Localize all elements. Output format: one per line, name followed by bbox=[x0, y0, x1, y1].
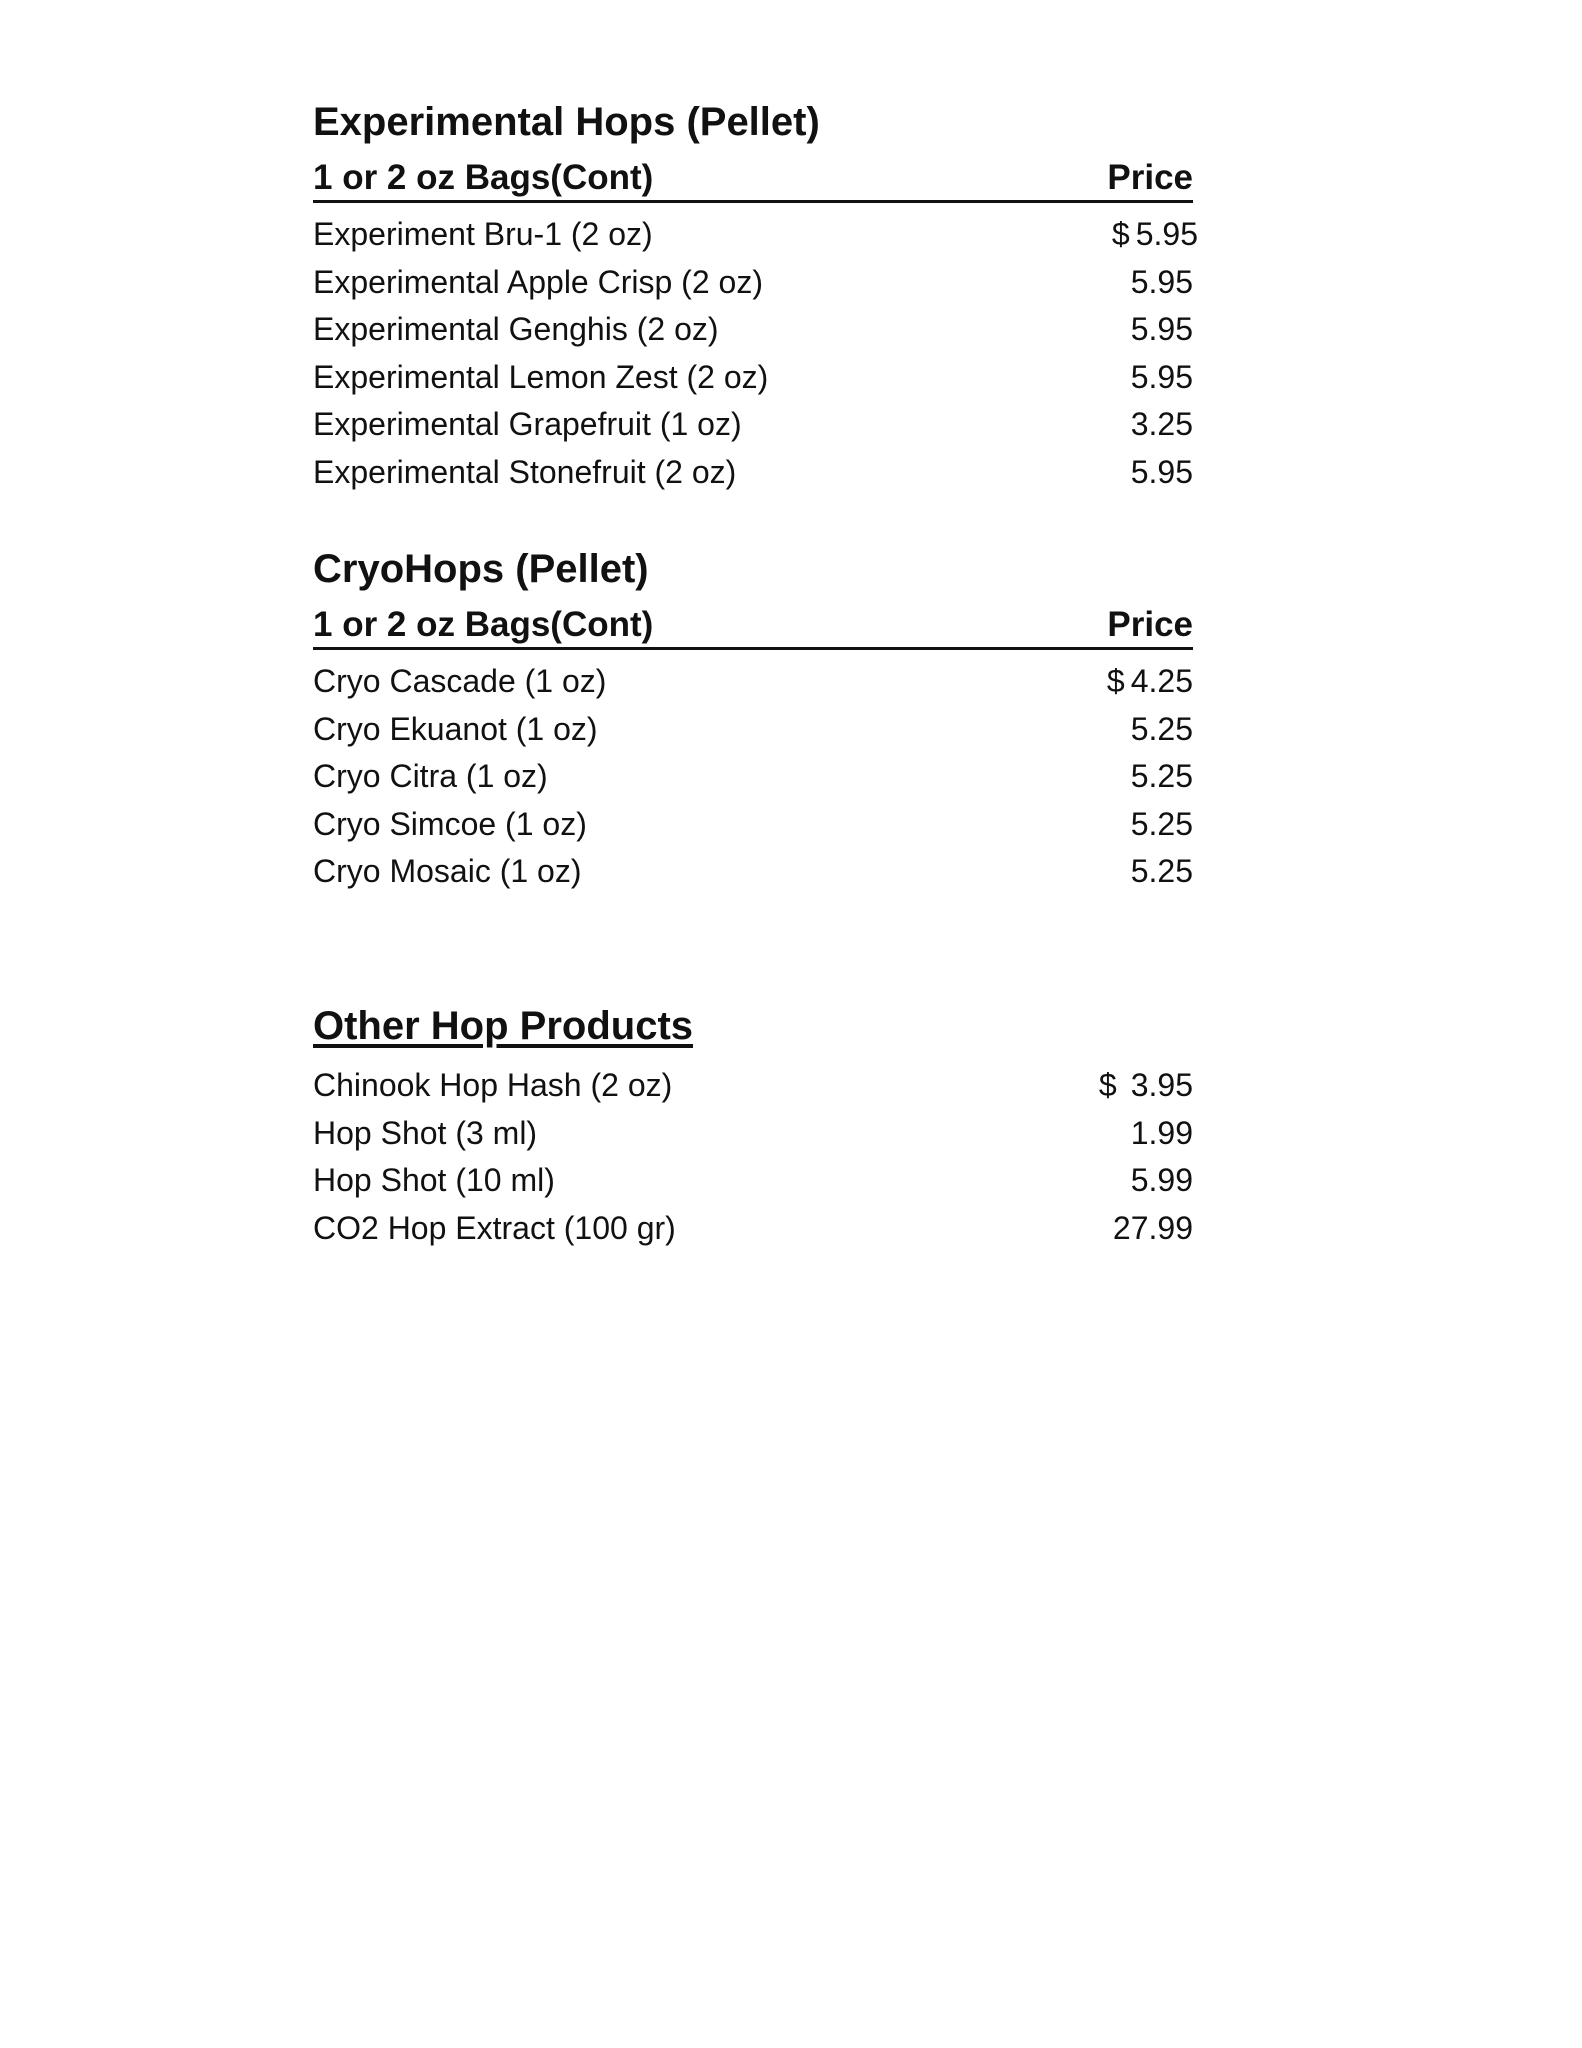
item-price: 27.99 bbox=[1112, 1209, 1193, 1246]
item-price: 5.95 bbox=[1130, 358, 1193, 395]
list-item bbox=[313, 1110, 1193, 1158]
price-label: Price bbox=[1107, 605, 1193, 644]
section-title: Other Hop Products bbox=[313, 1004, 694, 1048]
currency-symbol: $ bbox=[1098, 1067, 1117, 1103]
item-price: 3.25 bbox=[1130, 406, 1193, 443]
item-name: Chinook Hop Hash (2 oz) bbox=[313, 1067, 673, 1103]
item-name: Experimental Apple Crisp (2 oz) bbox=[313, 263, 763, 300]
item-price: 5.99 bbox=[1130, 1162, 1193, 1199]
section-other-hop-products bbox=[313, 1002, 1193, 1252]
item-name: Experimental Grapefruit (1 oz) bbox=[313, 406, 742, 443]
section-experimental-hops bbox=[313, 98, 1198, 497]
column-header bbox=[313, 156, 1193, 203]
list-item bbox=[313, 1062, 1193, 1110]
item-price: 5.95 bbox=[1130, 453, 1193, 490]
currency-symbol: $ bbox=[1111, 216, 1130, 252]
item-price: $ 4.25 bbox=[1107, 658, 1193, 706]
item-name: Hop Shot (10 ml) bbox=[313, 1162, 555, 1199]
item-name: Cryo Mosaic (1 oz) bbox=[313, 853, 582, 890]
list-item bbox=[313, 1157, 1193, 1205]
item-price: $ 5.95 bbox=[1112, 211, 1198, 259]
section-cryohops bbox=[313, 545, 1193, 896]
item-price: 5.25 bbox=[1130, 805, 1193, 842]
column-label: 1 or 2 oz Bags(Cont) bbox=[313, 158, 654, 197]
item-price: $ 3.95 bbox=[1099, 1062, 1193, 1110]
item-price: 5.25 bbox=[1130, 853, 1193, 890]
list-item bbox=[313, 706, 1193, 754]
section-title: CryoHops (Pellet) bbox=[313, 547, 649, 591]
item-name: CO2 Hop Extract (100 gr) bbox=[313, 1209, 676, 1246]
item-name: Experimental Genghis (2 oz) bbox=[313, 311, 719, 348]
item-name: Cryo Citra (1 oz) bbox=[313, 758, 548, 795]
list-item bbox=[313, 1205, 1193, 1253]
item-name: Experimental Stonefruit (2 oz) bbox=[313, 453, 737, 490]
item-list bbox=[313, 211, 1198, 497]
price-label: Price bbox=[1107, 158, 1193, 197]
list-item bbox=[313, 259, 1193, 307]
item-name: Cryo Simcoe (1 oz) bbox=[313, 805, 587, 842]
item-name: Experiment Bru-1 (2 oz) bbox=[313, 216, 653, 252]
item-name: Experimental Lemon Zest (2 oz) bbox=[313, 358, 769, 395]
list-item bbox=[313, 306, 1193, 354]
list-item bbox=[313, 753, 1193, 801]
item-list bbox=[313, 1062, 1193, 1252]
item-name: Hop Shot (3 ml) bbox=[313, 1114, 538, 1151]
column-header bbox=[313, 603, 1193, 650]
list-item bbox=[313, 801, 1193, 849]
item-price: 5.25 bbox=[1130, 710, 1193, 747]
section-title: Experimental Hops (Pellet) bbox=[313, 100, 820, 144]
item-price: 5.95 bbox=[1130, 311, 1193, 348]
list-item bbox=[313, 211, 1198, 259]
list-item bbox=[313, 658, 1193, 706]
item-name: Cryo Ekuanot (1 oz) bbox=[313, 710, 598, 747]
list-item bbox=[313, 449, 1193, 497]
item-price: 5.95 bbox=[1130, 263, 1193, 300]
list-item bbox=[313, 848, 1193, 896]
currency-symbol: $ bbox=[1106, 663, 1125, 699]
column-label: 1 or 2 oz Bags(Cont) bbox=[313, 605, 654, 644]
item-name: Cryo Cascade (1 oz) bbox=[313, 663, 607, 699]
item-list bbox=[313, 658, 1193, 896]
item-price: 1.99 bbox=[1130, 1114, 1193, 1151]
list-item bbox=[313, 354, 1193, 402]
item-price: 5.25 bbox=[1130, 758, 1193, 795]
list-item bbox=[313, 401, 1193, 449]
